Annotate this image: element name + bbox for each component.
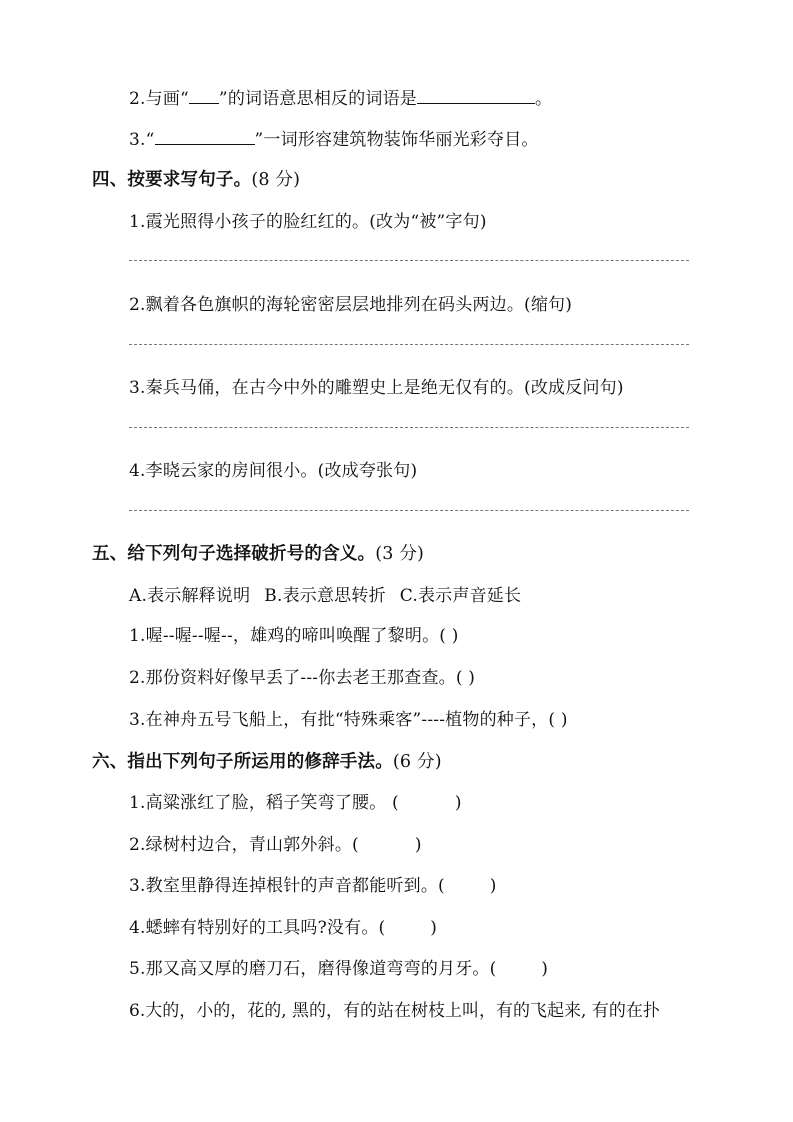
section-6-item-4: [129, 917, 437, 939]
answer-paren[interactable]: ( ): [455, 668, 476, 688]
answer-paren[interactable]: ( ): [352, 835, 422, 855]
fill-blank[interactable]: [189, 87, 219, 104]
section-6-item-3: [129, 875, 497, 897]
answer-paren[interactable]: ( ): [548, 710, 568, 730]
item-text: 2.那份资料好像早丢了---你去老王那查查。: [129, 668, 456, 688]
section-5-options: [129, 585, 521, 607]
item-text: 6.大的，小的，花的, 黑的，有的站在树枝上叫，有的飞起来, 有的在扑: [129, 1001, 660, 1021]
section-points: (3 分): [375, 544, 425, 564]
q2-suffix: 。: [535, 89, 553, 109]
section-title: 六、指出下列句子所运用的修辞手法。: [92, 752, 393, 772]
section-5-heading: [92, 543, 424, 565]
section-6-heading: [92, 751, 442, 773]
q2-prefix: 2.与画“: [129, 89, 189, 109]
section-points: (6 分): [392, 752, 442, 772]
answer-paren[interactable]: ( ): [438, 876, 497, 896]
item-text: 4.蟋蟀有特别好的工具吗?没有。: [129, 918, 379, 938]
item-text: 5.那又高又厚的磨刀石，磨得像道弯弯的月牙。: [129, 959, 490, 979]
answer-paren[interactable]: ( ): [378, 918, 438, 938]
answer-line[interactable]: [129, 260, 689, 261]
item-text: 1.高粱涨红了脸，稻子笑弯了腰。: [129, 793, 387, 813]
answer-line[interactable]: [129, 344, 689, 345]
q3-prefix: 3.“: [129, 130, 155, 150]
question-3-3: [129, 128, 539, 151]
option-a: A.表示解释说明: [129, 586, 251, 606]
answer-paren[interactable]: ( ): [439, 626, 459, 646]
item-text: 3.教室里静得连掉根针的声音都能听到。: [129, 876, 439, 896]
section-6-item-5: [129, 958, 548, 980]
item-text: 2.绿树村边合，青山郭外斜。: [129, 835, 353, 855]
section-4-item-3: 3.秦兵马俑，在古今中外的雕塑史上是绝无仅有的。(改成反问句): [129, 378, 624, 398]
q2-mid: ”的词语意思相反的词语是: [218, 89, 418, 109]
section-4-item-1: 1.霞光照得小孩子的脸红红的。(改为“被”字句): [129, 212, 487, 232]
question-3-2: [129, 87, 552, 110]
answer-line[interactable]: [129, 427, 689, 428]
section-5-item-3: [129, 709, 568, 731]
section-points: (8 分): [251, 170, 301, 190]
answer-paren[interactable]: ( ): [489, 959, 549, 979]
section-5-item-2: [129, 667, 475, 689]
section-4-heading: [92, 169, 300, 191]
option-b: B.表示意思转折: [264, 586, 386, 606]
answer-blank[interactable]: [417, 87, 535, 104]
section-title: 五、给下列句子选择破折号的含义。: [92, 544, 376, 564]
section-4-item-2: 2.飘着各色旗帜的海轮密密层层地排列在码头两边。(缩句): [129, 295, 573, 315]
section-6-item-1: [129, 792, 462, 814]
section-title: 四、按要求写句子。: [92, 170, 252, 190]
answer-line[interactable]: [129, 510, 689, 511]
section-6-item-2: [129, 834, 422, 856]
section-4-item-4: 4.李晓云家的房间很小。(改成夸张句): [129, 461, 418, 481]
item-text: 3.在神舟五号飞船上，有批“特殊乘客”----植物的种子，: [129, 710, 549, 730]
answer-blank[interactable]: [155, 128, 255, 145]
section-6-item-6: [129, 1000, 660, 1022]
item-text: 1.喔--喔--喔--，雄鸡的啼叫唤醒了黎明。: [129, 626, 440, 646]
option-c: C.表示声音延长: [399, 586, 522, 606]
answer-paren[interactable]: ( ): [386, 793, 462, 813]
section-5-item-1: [129, 625, 459, 647]
q3-suffix: ”一词形容建筑物装饰华丽光彩夺目。: [254, 130, 539, 150]
